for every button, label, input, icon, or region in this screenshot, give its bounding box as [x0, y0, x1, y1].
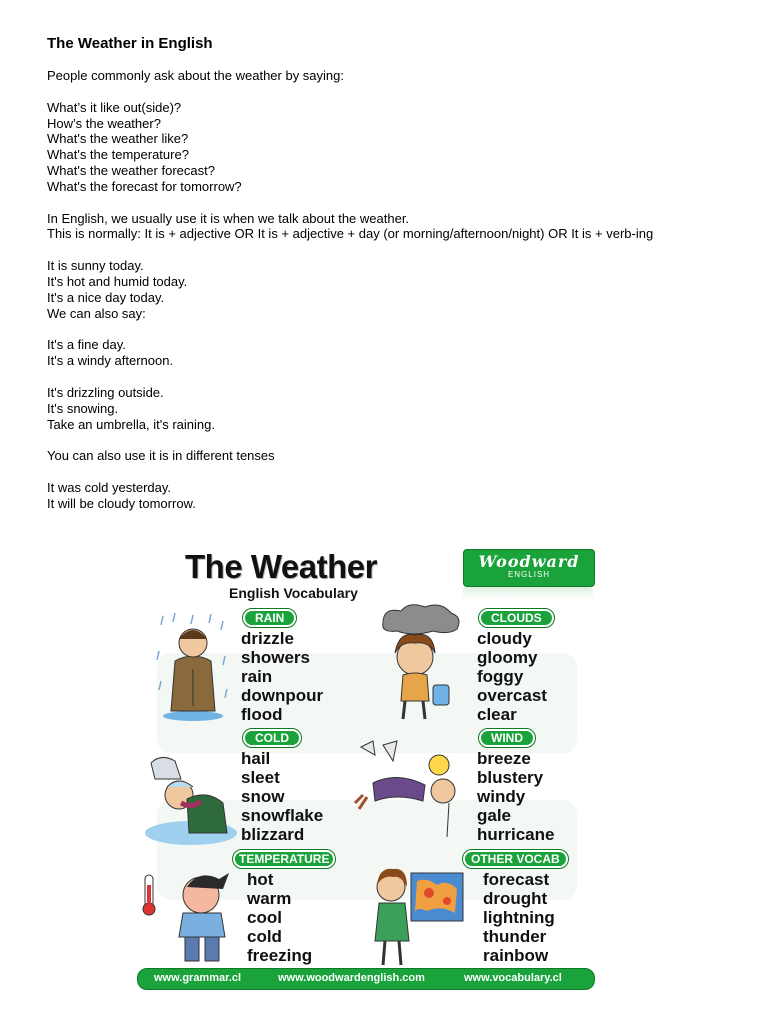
vocab-word: breeze — [477, 749, 531, 768]
group-label-cold: COLD — [243, 729, 301, 747]
poster-subtitle: English Vocabulary — [229, 585, 358, 601]
rain-man-illustration — [153, 611, 233, 723]
blank-line — [47, 432, 747, 448]
vocab-word: hot — [247, 870, 274, 889]
vocab-word: drought — [483, 889, 548, 908]
blank-line — [47, 322, 747, 338]
text-line: What’s it like out(side)? — [47, 99, 182, 115]
group-rain — [241, 609, 361, 724]
text-line: How’s the weather? — [47, 115, 161, 131]
text-line: It's a nice day today. — [47, 289, 165, 305]
vocab-word: blustery — [477, 768, 544, 787]
blank-line — [47, 84, 747, 100]
vocab-word: overcast — [477, 686, 547, 705]
group-label-temperature: TEMPERATURE — [233, 850, 335, 868]
group-label-rain: RAIN — [243, 609, 296, 627]
vocab-word: gale — [477, 806, 512, 825]
text-line: What's the temperature? — [47, 147, 189, 163]
vocab-word: flood — [241, 705, 283, 724]
text-line: In English, we usually use it is when we talk about the weather. — [47, 210, 410, 226]
cold-man-illustration — [141, 749, 241, 845]
text-line: We can also say: — [47, 305, 146, 321]
document-body — [47, 68, 747, 512]
vocab-word: forecast — [483, 870, 550, 889]
text-line: What's the weather like? — [47, 131, 189, 147]
vocab-word: sleet — [241, 768, 280, 787]
footer-link-woodward: www.woodwardenglish.com — [278, 972, 425, 984]
group-label-wind: WIND — [479, 729, 535, 747]
vocab-word: rain — [241, 667, 273, 686]
document-text — [47, 35, 747, 512]
vocab-word: blizzard — [241, 825, 305, 844]
footer-link-vocabulary: www.vocabulary.cl — [464, 972, 562, 984]
blank-line — [47, 195, 747, 211]
group-other-vocab — [463, 850, 593, 965]
vocab-word: foggy — [477, 667, 524, 686]
group-wind — [477, 729, 597, 844]
vocab-word: lightning — [483, 908, 555, 927]
blank-line — [47, 242, 747, 258]
text-line: It's hot and humid today. — [47, 273, 188, 289]
blank-line — [47, 464, 747, 480]
vocab-word: drizzle — [241, 629, 294, 648]
text-line: What's the weather forecast? — [47, 163, 215, 179]
woodward-logo — [463, 549, 595, 587]
group-cold — [241, 729, 361, 844]
vocab-word: cool — [247, 908, 282, 927]
text-line: What's the forecast for tomorrow? — [47, 178, 242, 194]
vocab-word: cloudy — [477, 629, 532, 648]
text-line: It's a fine day. — [47, 337, 126, 353]
vocab-word: hail — [241, 749, 271, 768]
vocab-word: clear — [477, 705, 517, 724]
text-line: It is sunny today. — [47, 258, 144, 274]
vocab-word: downpour — [241, 686, 324, 705]
vocab-word: warm — [247, 889, 292, 908]
text-line: It's snowing. — [47, 400, 119, 416]
group-clouds — [477, 609, 597, 724]
wind-man-illustration — [353, 737, 465, 841]
hot-man-illustration — [139, 867, 239, 967]
vocab-word: rainbow — [483, 946, 549, 965]
vocab-word: cold — [247, 927, 282, 946]
footer-link-grammar: www.grammar.cl — [154, 972, 242, 984]
text-line: Take an umbrella, it's raining. — [47, 416, 215, 432]
text-line: This is normally: It is + adjective OR It is + adjective + day (or morning/afternoon/night) OR It is + verb-ing — [47, 226, 654, 242]
vocab-word: windy — [477, 787, 526, 806]
blank-line — [47, 369, 747, 385]
group-label-other: OTHER VOCAB — [463, 850, 568, 868]
poster-footer — [137, 968, 595, 990]
logo-main-text: Woodward — [478, 552, 580, 571]
group-label-clouds: CLOUDS — [479, 609, 554, 627]
weather-vocabulary-poster — [137, 545, 595, 992]
logo-sub-text: ENGLISH — [507, 570, 551, 579]
vocab-word: snowflake — [241, 806, 324, 825]
vocab-word: freezing — [247, 946, 313, 965]
vocab-word: thunder — [483, 927, 547, 946]
poster-title: The Weather — [185, 548, 377, 585]
group-temperature — [233, 850, 363, 965]
text-line: It was cold yesterday. — [47, 479, 172, 495]
text-line: You can also use it is in different tenses — [47, 448, 275, 464]
text-line: It will be cloudy tomorrow. — [47, 495, 196, 511]
text-line: People commonly ask about the weather by saying: — [47, 68, 345, 83]
text-line: It's drizzling outside. — [47, 384, 164, 400]
vocab-word: hurricane — [477, 825, 555, 844]
vocab-word: gloomy — [477, 648, 538, 667]
document-title: The Weather in English — [47, 35, 213, 52]
text-line: It's a windy afternoon. — [47, 353, 174, 369]
vocab-word: snow — [241, 787, 285, 806]
forecast-woman-illustration — [367, 861, 465, 967]
logo-reflection — [463, 587, 593, 599]
vocab-word: showers — [241, 648, 310, 667]
cloud-girl-illustration — [373, 601, 463, 723]
